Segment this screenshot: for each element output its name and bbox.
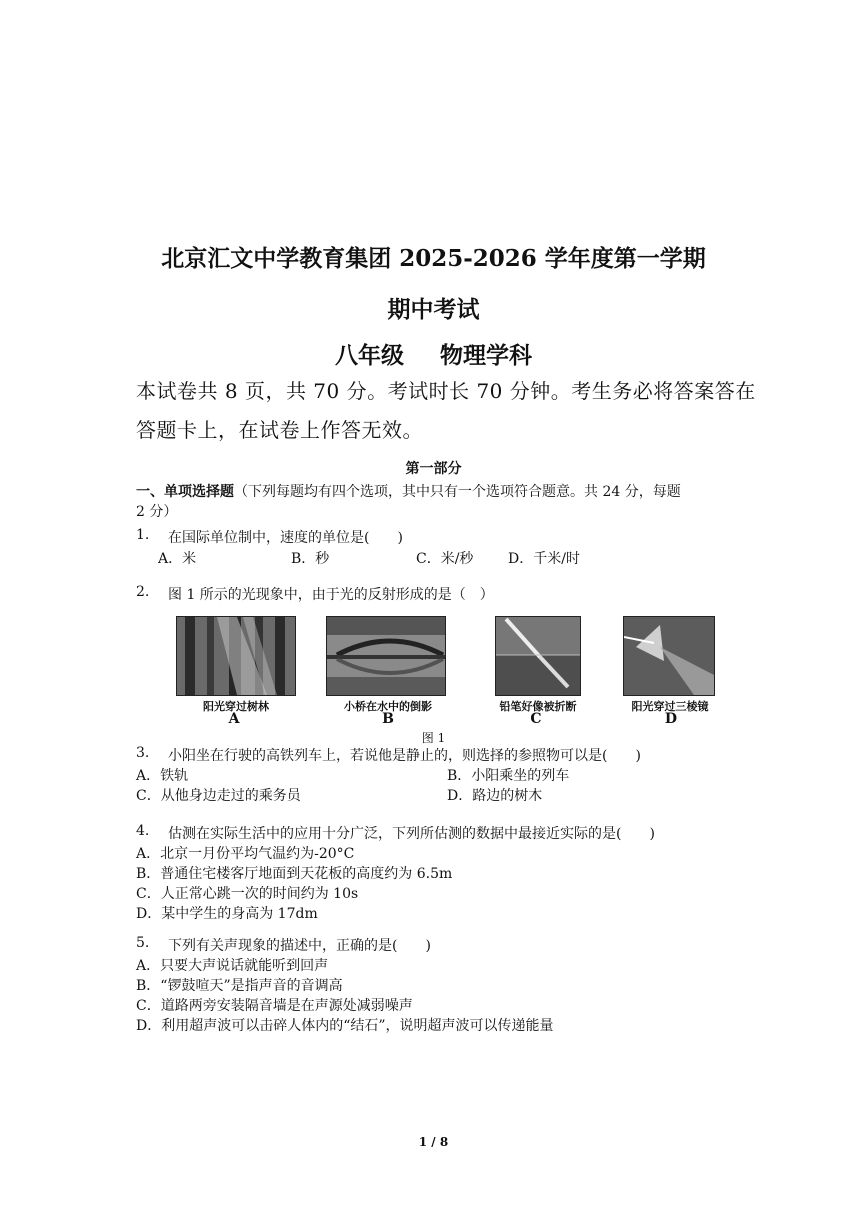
question-5-option-d: D．利用超声波可以击碎人体内的“结石”，说明超声波可以传递能量	[136, 1018, 554, 1034]
question-1-option-a: A．米	[158, 551, 197, 567]
instructions-line-2: 答题卡上，在试卷上作答无效。	[136, 418, 423, 442]
question-1-option-c: C．米/秒	[416, 551, 474, 567]
question-3-option-c: C．从他身边走过的乘务员	[136, 788, 301, 804]
section-note: （下列每题均有四个选项，其中只有一个选项符合题意。共 24 分，每题	[234, 484, 681, 500]
figure-caption-a: 阳光穿过树林	[203, 700, 269, 713]
pencil-in-water-photo	[495, 616, 581, 696]
question-2-number: 2.	[136, 584, 150, 600]
question-4-number: 4.	[136, 823, 150, 839]
question-5-number: 5.	[136, 935, 150, 951]
question-4-stem: 估测在实际生活中的应用十分广泛，下列所估测的数据中最接近实际的是( )	[168, 826, 655, 842]
bridge-reflection-photo	[326, 616, 446, 696]
section-note-2: 2 分）	[136, 504, 178, 520]
grade-label: 八年级	[335, 342, 404, 369]
forest-photo	[176, 616, 296, 696]
figure-letter-c: C	[530, 711, 542, 727]
figure-letter-b: B	[382, 711, 394, 727]
page-number: 1 / 8	[418, 1135, 449, 1149]
question-4-option-c: C．人正常心跳一次的时间约为 10s	[136, 886, 359, 902]
figure-letter-d: D	[664, 711, 678, 727]
question-3-stem: 小阳坐在行驶的高铁列车上，若说他是静止的，则选择的参照物可以是( )	[168, 748, 641, 764]
section-heading: 一、单项选择题	[136, 484, 234, 500]
question-3-option-a: A．铁轨	[136, 768, 189, 784]
question-4-option-d: D．某中学生的身高为 17dm	[136, 906, 318, 922]
question-1-stem: 在国际单位制中，速度的单位是( )	[168, 530, 403, 546]
figure-label: 图 1	[421, 731, 446, 745]
question-3-number: 3.	[136, 745, 150, 761]
figure-caption-d: 阳光穿过三棱镜	[631, 700, 709, 713]
question-3-option-b: B．小阳乘坐的列车	[447, 768, 570, 784]
instructions-line-1: 本试卷共 8 页，共 70 分。考试时长 70 分钟。考生务必将答案答在	[136, 379, 756, 403]
exam-title: 期中考试	[387, 296, 480, 323]
question-1-option-b: B．秒	[291, 551, 330, 567]
figure-letter-a: A	[228, 711, 240, 727]
question-3-option-d: D．路边的树木	[447, 788, 543, 804]
figure-caption-c: 铅笔好像被折断	[499, 700, 577, 713]
question-5-option-c: C．道路两旁安装隔音墙是在声源处减弱噪声	[136, 998, 413, 1014]
subject-label: 物理学科	[440, 342, 532, 369]
section-heading-line	[136, 481, 681, 501]
question-4-option-b: B．普通住宅楼客厅地面到天花板的高度约为 6.5m	[136, 866, 453, 882]
prism-photo	[623, 616, 715, 696]
question-1-number: 1.	[136, 527, 150, 543]
part-heading: 第一部分	[405, 461, 462, 477]
question-2-stem: 图 1 所示的光现象中，由于光的反射形成的是（ ）	[168, 587, 494, 603]
question-1-option-d: D．千米/时	[508, 551, 580, 567]
question-5-option-a: A．只要大声说话就能听到回声	[136, 958, 329, 974]
question-5-stem: 下列有关声现象的描述中，正确的是( )	[168, 938, 431, 954]
school-title: 北京汇文中学教育集团 2025-2026 学年度第一学期	[161, 245, 706, 272]
grade-subject-line	[0, 337, 867, 370]
question-4-option-a: A．北京一月份平均气温约为-20°C	[136, 846, 355, 862]
question-5-option-b: B．“锣鼓喧天”是指声音的音调高	[136, 978, 343, 994]
figure-caption-b: 小桥在水中的倒影	[344, 700, 432, 713]
